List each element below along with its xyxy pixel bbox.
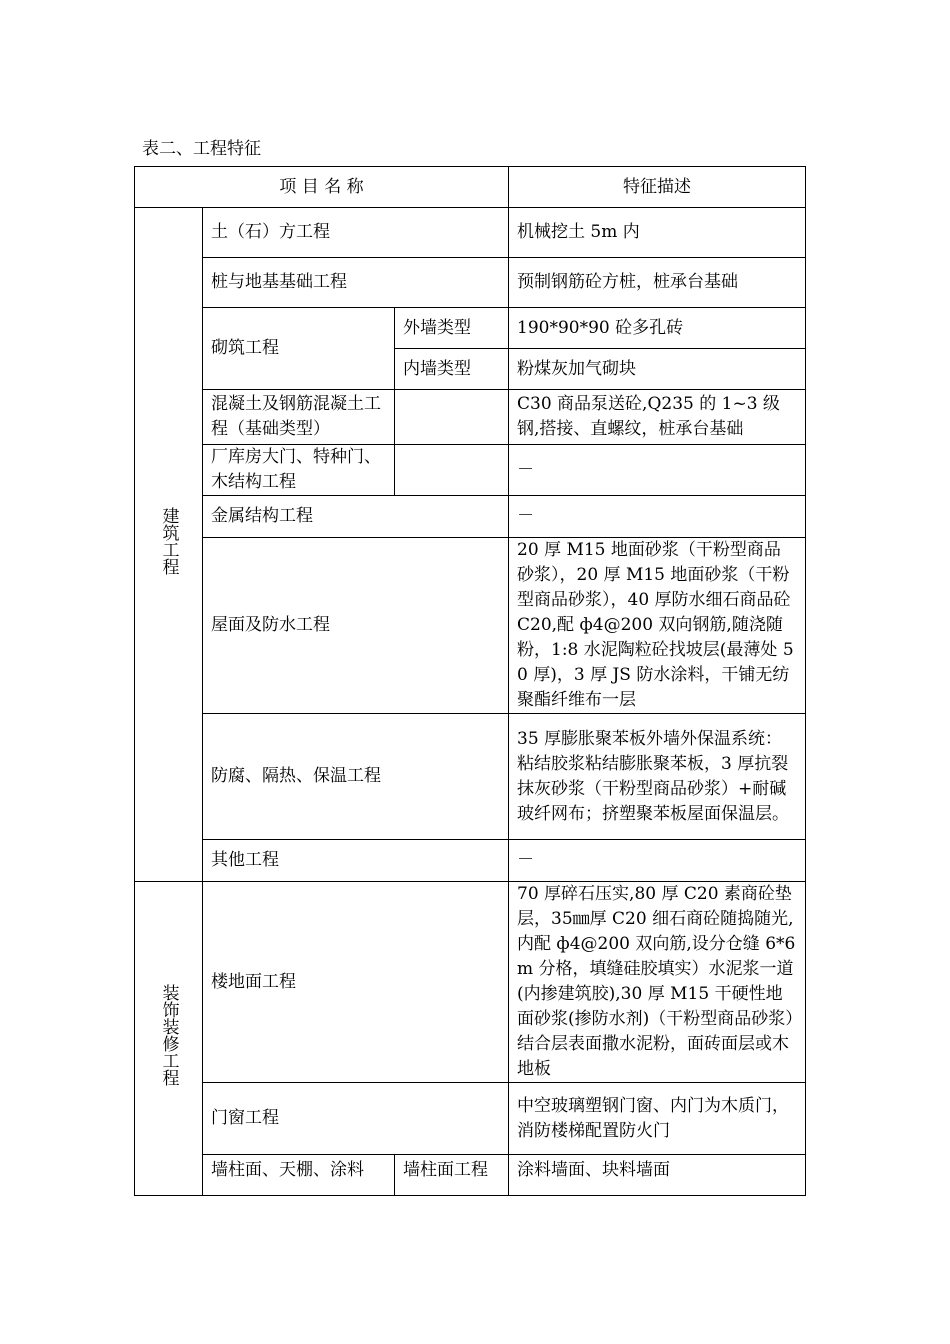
table-row: [135, 840, 806, 882]
table-row: [135, 882, 806, 1083]
item-desc: 中空玻璃塑钢门窗、内门为木质门，消防楼梯配置防火门: [509, 1083, 806, 1155]
item-desc: 预制钢筋砼方桩，桩承台基础: [509, 258, 806, 308]
item-desc: C30 商品泵送砼,Q235 的 1~3 级钢,搭接、直螺纹，桩承台基础: [509, 390, 806, 445]
category-label: 装饰装修工程: [158, 983, 179, 1086]
item-name: 桩与地基基础工程: [203, 258, 509, 308]
item-name: 楼地面工程: [203, 882, 509, 1083]
category-cell: [135, 208, 203, 882]
item-desc: 涂料墙面、块料墙面: [509, 1155, 806, 1196]
table-row: [135, 308, 806, 349]
engineering-features-table: [134, 166, 806, 1196]
sub-item-name: 墙柱面工程: [395, 1155, 509, 1196]
table-row: [135, 208, 806, 258]
table-row: [135, 714, 806, 840]
item-name: 金属结构工程: [203, 496, 509, 538]
item-desc: －: [509, 496, 806, 538]
sub-item-name: [395, 390, 509, 445]
item-desc: 70 厚碎石压实,80 厚 C20 素商砼垫层，35㎜厚 C20 细石商砼随捣随光,内配 ф4@200 双向筋,设分仓缝 6*6m 分格，填缝硅胶填实）水泥浆一道(内掺建筑胶),30 厚 M15 干硬性地面砂浆(掺防水剂)（干粉型商品砂浆）结合层表面撒水泥粉，面砖面层或木地板: [509, 882, 806, 1083]
item-name: 厂库房大门、特种门、木结构工程: [203, 445, 395, 496]
item-desc: 粉煤灰加气砌块: [509, 349, 806, 390]
table-row: [135, 496, 806, 538]
table-row: [135, 445, 806, 496]
item-desc: －: [509, 840, 806, 882]
item-desc: 20 厚 M15 地面砂浆（干粉型商品砂浆），20 厚 M15 地面砂浆（干粉型商品砂浆），40 厚防水细石商品砼 C20,配 ф4@200 双向钢筋,随浇随粉，1:8 水泥陶粒砼找坡层(最薄处 50 厚)，3 厚 JS 防水涂料，干铺无纺聚酯纤维布一层: [509, 538, 806, 714]
sub-item-name: [395, 445, 509, 496]
table-row: [135, 390, 806, 445]
sub-item-name: 内墙类型: [395, 349, 509, 390]
table-row: [135, 1083, 806, 1155]
header-item-name: 项 目 名 称: [135, 167, 509, 208]
item-desc: 机械挖土 5m 内: [509, 208, 806, 258]
category-cell: [135, 882, 203, 1196]
table-row: [135, 258, 806, 308]
category-label: 建筑工程: [158, 506, 179, 575]
item-name: 土（石）方工程: [203, 208, 509, 258]
table-row: [135, 538, 806, 714]
table-caption: 表二、工程特征: [142, 139, 261, 159]
header-feature-desc: 特征描述: [509, 167, 806, 208]
sub-item-name: 外墙类型: [395, 308, 509, 349]
item-desc: 35 厚膨胀聚苯板外墙外保温系统：粘结胶浆粘结膨胀聚苯板，3 厚抗裂抹灰砂浆（干粉型商品砂浆）+耐碱玻纤网布；挤塑聚苯板屋面保温层。: [509, 714, 806, 840]
item-name: 砌筑工程: [203, 308, 395, 390]
table-row: [135, 1155, 806, 1196]
item-name: 墙柱面、天棚、涂料: [203, 1155, 395, 1196]
item-name: 屋面及防水工程: [203, 538, 509, 714]
item-name: 防腐、隔热、保温工程: [203, 714, 509, 840]
item-desc: －: [509, 445, 806, 496]
item-name: 其他工程: [203, 840, 509, 882]
item-name: 门窗工程: [203, 1083, 509, 1155]
item-desc: 190*90*90 砼多孔砖: [509, 308, 806, 349]
item-name: 混凝土及钢筋混凝土工程（基础类型）: [203, 390, 395, 445]
table-header-row: [135, 167, 806, 208]
